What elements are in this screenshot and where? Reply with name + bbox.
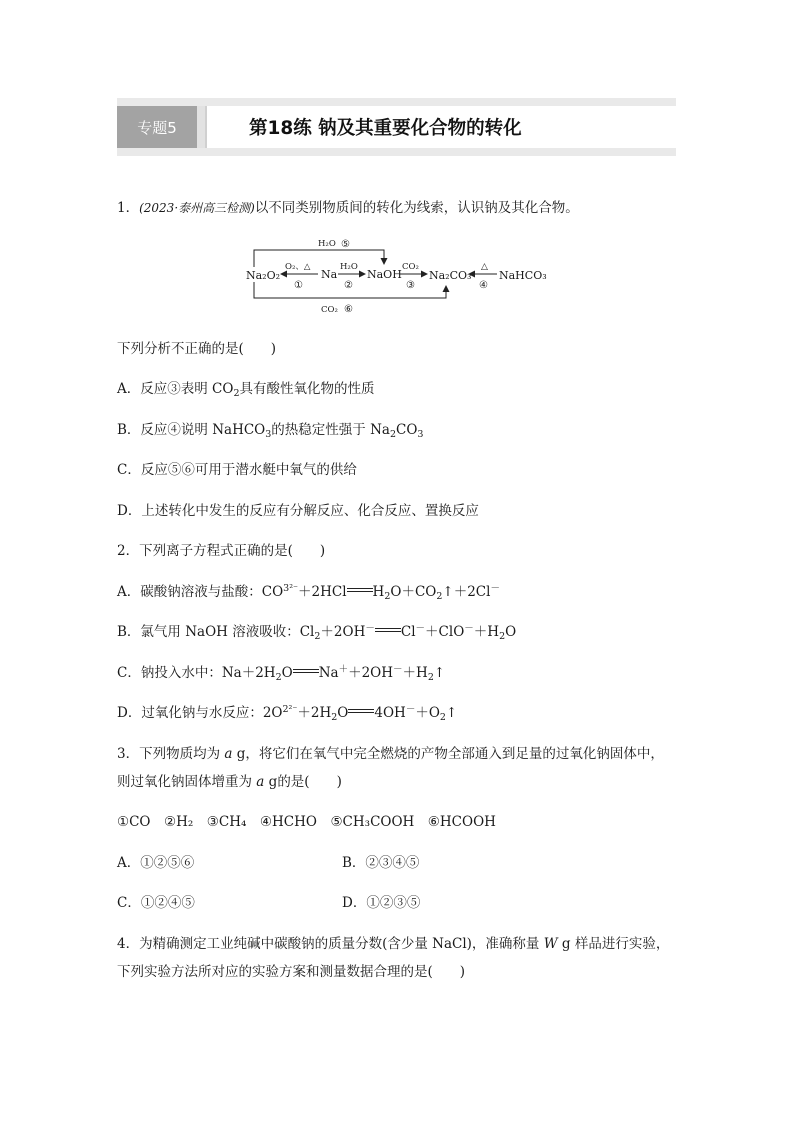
- q1-number: 1．: [117, 200, 140, 216]
- arrow-6-condition: CO₂: [321, 305, 338, 315]
- q3-stem-line2: 则过氧化钠固体增重为 a g的是( ): [117, 774, 342, 790]
- q4-stem-line2: 下列实验方法所对应的实验方案和测量数据合理的是( ): [117, 964, 466, 980]
- q1-option-a[interactable]: A．反应③表明 $CO_2$具有酸性氧化物的性质: [117, 381, 375, 399]
- arrow-4-condition: △: [481, 262, 488, 272]
- species-na2co3: Na₂CO₃: [429, 269, 472, 282]
- arrow-4-number: ④: [479, 280, 488, 291]
- species-na: Na: [321, 268, 338, 281]
- q2-option-c[interactable]: C．钠投入水中：$Na+2H_2O$ $Na^++2OH^-+H_2↑$: [117, 664, 446, 683]
- q3-option-d[interactable]: D．①②③⑤: [342, 895, 421, 911]
- page-title: 第18练 钠及其重要化合物的转化: [249, 118, 522, 139]
- q1-stem-text: 以不同类别物质间的转化为线索，认识钠及其化合物。: [254, 200, 579, 216]
- header-bottom-rule: [117, 148, 676, 156]
- arrow-3-number: ③: [406, 280, 415, 291]
- q3-option-a[interactable]: A．①②⑤⑥: [117, 855, 195, 871]
- q3-option-b[interactable]: B．②③④⑤: [342, 855, 420, 871]
- arrow-2-number: ②: [344, 280, 353, 291]
- species-nahco3: NaHCO₃: [499, 269, 547, 282]
- arrow-5: [254, 250, 384, 267]
- q2-option-b[interactable]: B．氯气用 NaOH 溶液吸收：$Cl_2+2OH^-$ $Cl^-+ClO^-+H_2O$: [117, 623, 517, 642]
- arrow-1-condition: O₂、△: [285, 262, 311, 272]
- q1-source: (2023·泰州高三检测): [139, 201, 255, 215]
- header-top-rule: [117, 98, 676, 106]
- arrow-2-condition: H₂O: [340, 262, 358, 272]
- arrow-6-number: ⑥: [344, 304, 353, 315]
- arrow-5-condition: H₂O: [318, 239, 336, 249]
- q1-option-b[interactable]: B．反应④说明 NaHCO$_3$的热稳定性强于 $Na_2CO_3$: [117, 422, 424, 440]
- q3-items: ①CO ②H₂ ③CH₄ ④HCHO ⑤CH₃COOH ⑥HCOOH: [117, 814, 496, 830]
- title-box: [205, 106, 678, 148]
- q1-option-d[interactable]: D．上述转化中发生的反应有分解反应、化合反应、置换反应: [117, 503, 479, 519]
- q2-stem: 2．下列离子方程式正确的是( ): [117, 543, 326, 559]
- species-naoh: NaOH: [367, 268, 402, 281]
- header-divider: [197, 106, 205, 148]
- arrow-5-number: ⑤: [341, 239, 350, 250]
- arrow-1-number: ①: [294, 280, 303, 291]
- q2-option-d[interactable]: D．过氧化钠与水反应：$2O^{2^{2-}}+2H_2O$ $4OH^-+O_2↑$: [117, 704, 458, 723]
- q1-question: 下列分析不正确的是( ): [117, 341, 277, 357]
- section-header: [117, 98, 676, 156]
- conversion-diagram: [236, 232, 556, 318]
- q2-option-a[interactable]: A．碳酸钠溶液与盐酸：$CO^{3^{2-}}+2HCl$ $H_2O+CO_2↑+2Cl^-$: [117, 583, 500, 602]
- q4-stem-line1: 4．为精确测定工业纯碱中碳酸钠的质量分数(含少量 NaCl)，准确称量 W g 样品进行实验，: [117, 936, 670, 952]
- q3-option-c[interactable]: C．①②④⑤: [117, 895, 195, 911]
- topic-tag: 专题5: [117, 106, 197, 148]
- species-na2o2: Na₂O₂: [246, 269, 281, 282]
- q1-option-c[interactable]: C．反应⑤⑥可用于潜水艇中氧气的供给: [117, 462, 357, 478]
- q3-stem-line1: 3．下列物质均为 a g，将它们在氧气中完全燃烧的产物全部通入到足量的过氧化钠固体中，: [117, 746, 664, 762]
- q1-stem: [117, 198, 579, 218]
- arrow-3-condition: CO₂: [402, 262, 419, 272]
